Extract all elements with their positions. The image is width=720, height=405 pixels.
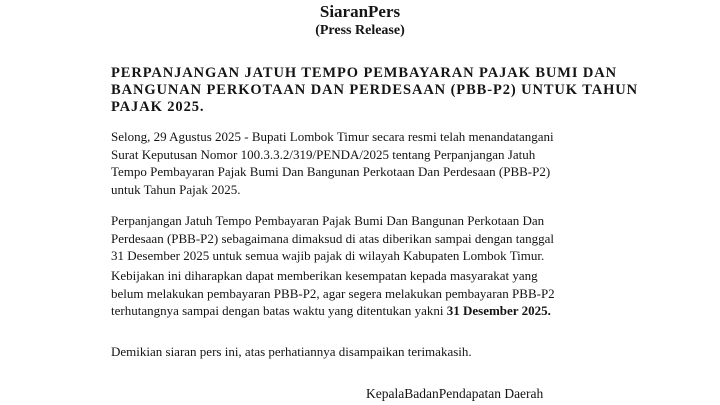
paragraph-line: belum melakukan pembayaran PBB-P2, agar segera melakukan pembayaran PBB-P2 — [111, 285, 555, 301]
heading-line: PERPANJANGAN JATUH TEMPO PEMBAYARAN PAJAK BUMI DAN — [111, 65, 618, 81]
paragraph-line: Surat Keputusan Nomor 100.3.3.2/319/PENDA/2025 tentang Perpanjangan Jatuh — [111, 146, 536, 162]
paragraph-extension — [111, 212, 601, 265]
paragraph-line: 31 Desember 2025 untuk semua wajib pajak di wilayah Kabupaten Lombok Timur. — [111, 248, 545, 263]
document-subtitle: (Press Release) — [315, 23, 405, 38]
paragraph-line: Perpanjangan Jatuh Tempo Pembayaran Pajak Bumi Dan Bangunan Perkotaan Dan — [111, 213, 545, 228]
paragraph-policy — [111, 267, 601, 320]
paragraph-line: Tempo Pembayaran Pajak Bumi Dan Bangunan Perkotaan Dan Perdesaan (PBB-P2) — [111, 164, 551, 179]
paragraph-line — [111, 302, 601, 320]
heading-line: BANGUNAN PERKOTAAN DAN PERDESAAN (PBB-P2) UNTUK TAHUN — [111, 82, 639, 98]
deadline-date: 31 Desember 2025. — [446, 303, 551, 318]
paragraph-line: Kebijakan ini diharapkan dapat memberikan kesempatan kepada masyarakat yang — [111, 268, 538, 283]
paragraph-announcement — [111, 128, 601, 198]
paragraph-line-text: terhutangnya sampai dengan batas waktu yang ditentukan yakni — [111, 303, 447, 318]
paragraph-line: untuk Tahun Pajak 2025. — [111, 181, 241, 197]
signature-title: KepalaBadanPendapatan Daerah — [366, 386, 544, 401]
paragraph-line: Perdesaan (PBB-P2) sebagaimana dimaksud di atas diberikan sampai dengan tanggal — [111, 230, 554, 246]
document-heading — [111, 65, 639, 116]
paragraph-line: Demikian siaran pers ini, atas perhatiannya disampaikan terimakasih. — [111, 344, 472, 359]
paragraph-line: Selong, 29 Agustus 2025 - Bupati Lombok Timur secara resmi telah menandatangani — [111, 129, 554, 144]
heading-line: PAJAK 2025. — [111, 99, 205, 115]
paragraph-closing — [111, 343, 601, 361]
document-title: SiaranPers — [319, 2, 401, 21]
